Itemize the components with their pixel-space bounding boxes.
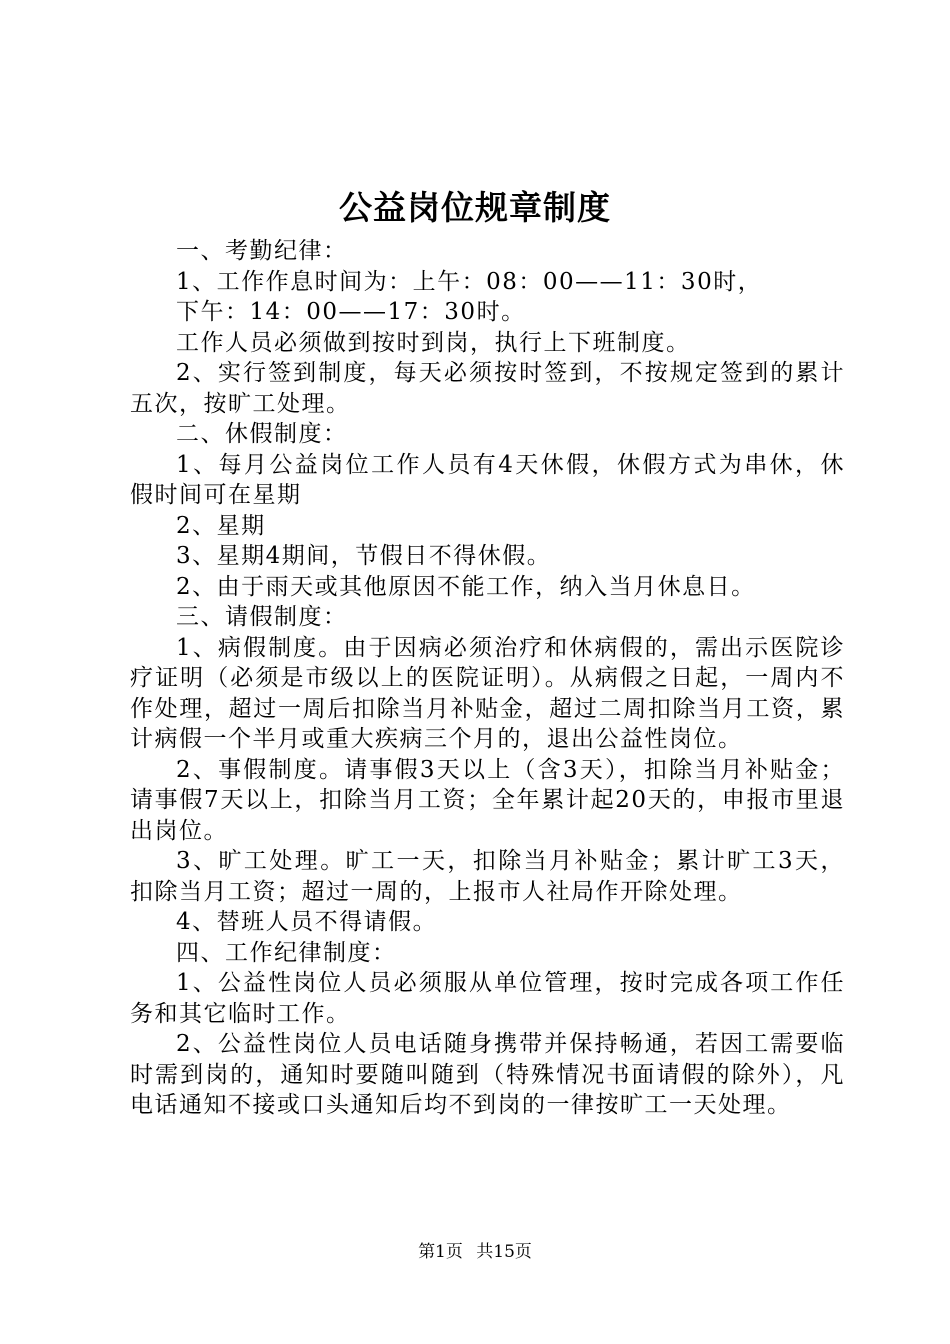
paragraph: 2、公益性岗位人员电话随身携带并保持畅通，若因工需要临时需到岗的，通知时要随叫随到（特殊情况书面请假的除外），凡电话通知不接或口头通知后均不到岗的一律按旷工一天处理。: [130, 1031, 845, 1118]
paragraph: 2、实行签到制度，每天必须按时签到，不按规定签到的累计五次，按旷工处理。: [130, 360, 845, 417]
paragraph: 1、工作作息时间为：上午：08：00——11：30时，: [176, 268, 763, 295]
section-heading: 一、考勤纪律：: [176, 238, 348, 264]
page-number: 第1页: [418, 1242, 463, 1262]
paragraph: 1、病假制度。由于因病必须治疗和休病假的，需出示医院诊疗证明（必须是市级以上的医院证明）。从病假之日起，一周内不作处理，超过一周后扣除当月补贴金，超过二周扣除当月工资，累计病假一个半月或重大疾病三个月的，退出公益性岗位。: [130, 634, 845, 752]
paragraph: 下午：14：00——17：30时。: [176, 299, 526, 325]
section-heading: 二、休假制度：: [176, 421, 348, 447]
paragraph: 3、旷工处理。旷工一天，扣除当月补贴金；累计旷工3天，扣除当月工资；超过一周的，上报市人社局作开除处理。: [130, 848, 845, 905]
paragraph: 4、替班人员不得请假。: [176, 909, 438, 935]
page-footer: [0, 1240, 950, 1264]
page-total: 共15页: [476, 1242, 532, 1262]
document-body: [130, 236, 845, 1121]
paragraph: 1、公益性岗位人员必须服从单位管理，按时完成各项工作任务和其它临时工作。: [130, 970, 845, 1027]
section-heading: 三、请假制度：: [176, 604, 348, 630]
document-title: 公益岗位规章制度: [339, 188, 611, 227]
paragraph: 工作人员必须做到按时到岗，执行上下班制度。: [176, 329, 691, 356]
paragraph: 3、星期4期间，节假日不得休假。: [176, 543, 552, 569]
paragraph: 2、事假制度。请事假3天以上（含3天），扣除当月补贴金；请事假7天以上，扣除当月工资；全年累计起20天的，申报市里退出岗位。: [130, 756, 845, 844]
paragraph: 1、每月公益岗位工作人员有4天休假，休假方式为串休，休假时间可在星期: [130, 451, 845, 508]
paragraph: 2、由于雨天或其他原因不能工作，纳入当月休息日。: [176, 573, 756, 600]
section-heading: 四、工作纪律制度：: [176, 939, 397, 966]
paragraph: 2、星期: [176, 512, 266, 539]
